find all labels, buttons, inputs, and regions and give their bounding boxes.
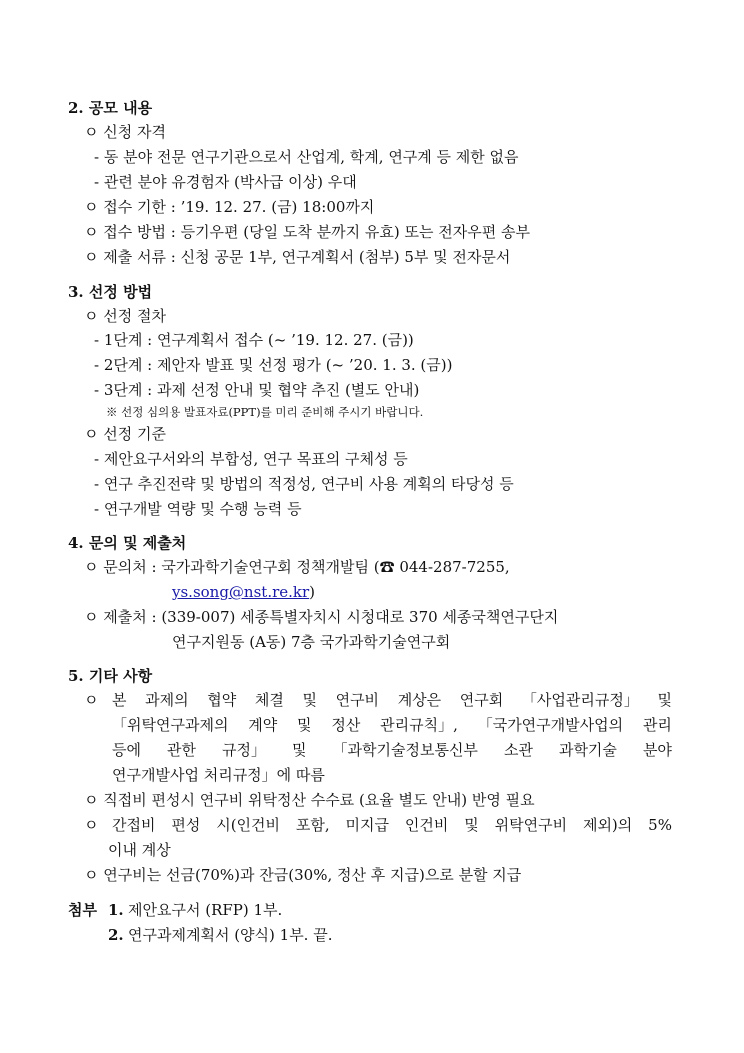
word: 제외)의 — [582, 816, 633, 834]
word: 「사업관리규정」 — [521, 691, 639, 709]
apply-qualification-item-2: - 관련 분야 유경험자 (박사급 이상) 우대 — [94, 173, 357, 191]
word: 간접비 — [112, 816, 156, 834]
section-4-heading: 4. 문의 및 제출처 — [68, 534, 187, 552]
word: 및 — [302, 691, 317, 709]
word: 미지급 — [345, 816, 390, 834]
word: 계약 — [248, 716, 278, 734]
word: 정산 — [331, 716, 361, 734]
bullet-3: ㅇ — [84, 816, 99, 834]
selection-criteria-1: - 제안요구서와의 부합성, 연구 목표의 구체성 등 — [94, 450, 408, 468]
attachment-number-2: 2. — [108, 926, 124, 944]
misc-item-1-line-4: 연구개발사업 처리규정」에 따름 — [112, 766, 325, 784]
word: 위탁연구비 — [494, 816, 568, 834]
word: 및 — [657, 691, 672, 709]
section-5-heading: 5. 기타 사항 — [68, 667, 153, 685]
word: 편성 — [171, 816, 201, 834]
word: 협약 — [207, 691, 237, 709]
selection-step-2: - 2단계 : 제안자 발표 및 선정 평가 (~ ’20. 1. 3. (금)) — [94, 356, 453, 374]
word: 규정」 — [222, 741, 266, 759]
submission-docs-line: ㅇ 제출 서류 : 신청 공문 1부, 연구계획서 (첨부) 5부 및 전자문서 — [84, 248, 511, 266]
attachment-number-1: 1. — [108, 901, 124, 919]
attachment-item-2: 연구과제계획서 (양식) 1부. 끝. — [128, 926, 333, 944]
apply-qualification-item-1: - 동 분야 전문 연구기관으로서 산업계, 학계, 연구계 등 제한 없음 — [94, 148, 519, 166]
contact-email-close: ) — [309, 583, 316, 601]
word: 및 — [297, 716, 312, 734]
word: 계상은 — [397, 691, 442, 709]
misc-item-2: ㅇ 직접비 편성시 연구비 위탁정산 수수료 (요율 별도 안내) 반영 필요 — [84, 791, 535, 809]
word: 관리 — [642, 716, 672, 734]
misc-item-4: ㅇ 연구비는 선금(70%)과 잔금(30%, 정산 후 지급)으로 분할 지급 — [84, 866, 522, 884]
misc-item-3-line-1 — [112, 815, 672, 835]
word: 과학기술 — [558, 741, 617, 759]
selection-procedure-title: ㅇ 선정 절차 — [84, 307, 166, 325]
word: 관리규칙」, — [380, 716, 458, 734]
bullet-1: ㅇ — [84, 691, 99, 709]
word: 등에 — [112, 741, 141, 759]
apply-qualification-title: ㅇ 신청 자격 — [84, 123, 166, 141]
misc-item-3-line-2: 이내 계상 — [108, 841, 171, 859]
word: 포함, — [295, 816, 330, 834]
word: 연구회 — [459, 691, 504, 709]
word: 「위탁연구과제의 — [112, 716, 229, 734]
section-2-heading: 2. 공모 내용 — [68, 99, 153, 117]
contact-email-link[interactable]: ys.song@nst.re.kr — [172, 583, 310, 601]
selection-criteria-title: ㅇ 선정 기준 — [84, 425, 166, 443]
word: 체결 — [254, 691, 284, 709]
misc-item-1-line-2 — [112, 715, 672, 735]
word: 소관 — [503, 741, 533, 759]
word: 및 — [292, 741, 307, 759]
word: 5% — [648, 816, 672, 834]
contact-email-line — [172, 582, 315, 602]
selection-criteria-3: - 연구개발 역량 및 수행 능력 등 — [94, 500, 302, 518]
word: 연구비 — [335, 691, 380, 709]
word: 과제의 — [145, 691, 189, 709]
word: 관한 — [167, 741, 196, 759]
selection-step-3: - 3단계 : 과제 선정 안내 및 협약 추진 (별도 안내) — [94, 381, 420, 399]
misc-item-1-line-3 — [112, 740, 672, 760]
submission-address-line-2: 연구지원동 (A동) 7층 국가과학기술연구회 — [172, 633, 451, 651]
attachment-item-1: 제안요구서 (RFP) 1부. — [128, 901, 283, 919]
misc-item-1-line-1 — [112, 690, 672, 710]
section-3-heading: 3. 선정 방법 — [68, 283, 153, 301]
selection-step-1: - 1단계 : 연구계획서 접수 (~ ’19. 12. 27. (금)) — [94, 331, 414, 349]
submission-address-line-1: ㅇ 제출처 : (339-007) 세종특별자치시 시청대로 370 세종국책연구단지 — [84, 608, 559, 626]
submission-method-line: ㅇ 접수 방법 : 등기우편 (당일 도착 분까지 유효) 또는 전자우편 송부 — [84, 223, 530, 241]
attachment-label: 첨부 — [68, 901, 97, 919]
word: 인건비 — [404, 816, 449, 834]
deadline-line: ㅇ 접수 기한 : ’19. 12. 27. (금) 18:00까지 — [84, 198, 375, 216]
word: 「국가연구개발사업의 — [477, 716, 624, 734]
word: 본 — [112, 691, 127, 709]
selection-criteria-2: - 연구 추진전략 및 방법의 적정성, 연구비 사용 계획의 타당성 등 — [94, 475, 514, 493]
contact-line: ㅇ 문의처 : 국가과학기술연구회 정책개발팀 (☎ 044-287-7255, — [84, 558, 510, 576]
word: 분야 — [642, 741, 672, 759]
presentation-note: ※ 선정 심의용 발표자료(PPT)를 미리 준비해 주시기 바랍니다. — [106, 405, 424, 419]
word: 「과학기술정보통신부 — [332, 741, 478, 759]
word: 및 — [464, 816, 479, 834]
word: 시(인건비 — [216, 816, 281, 834]
